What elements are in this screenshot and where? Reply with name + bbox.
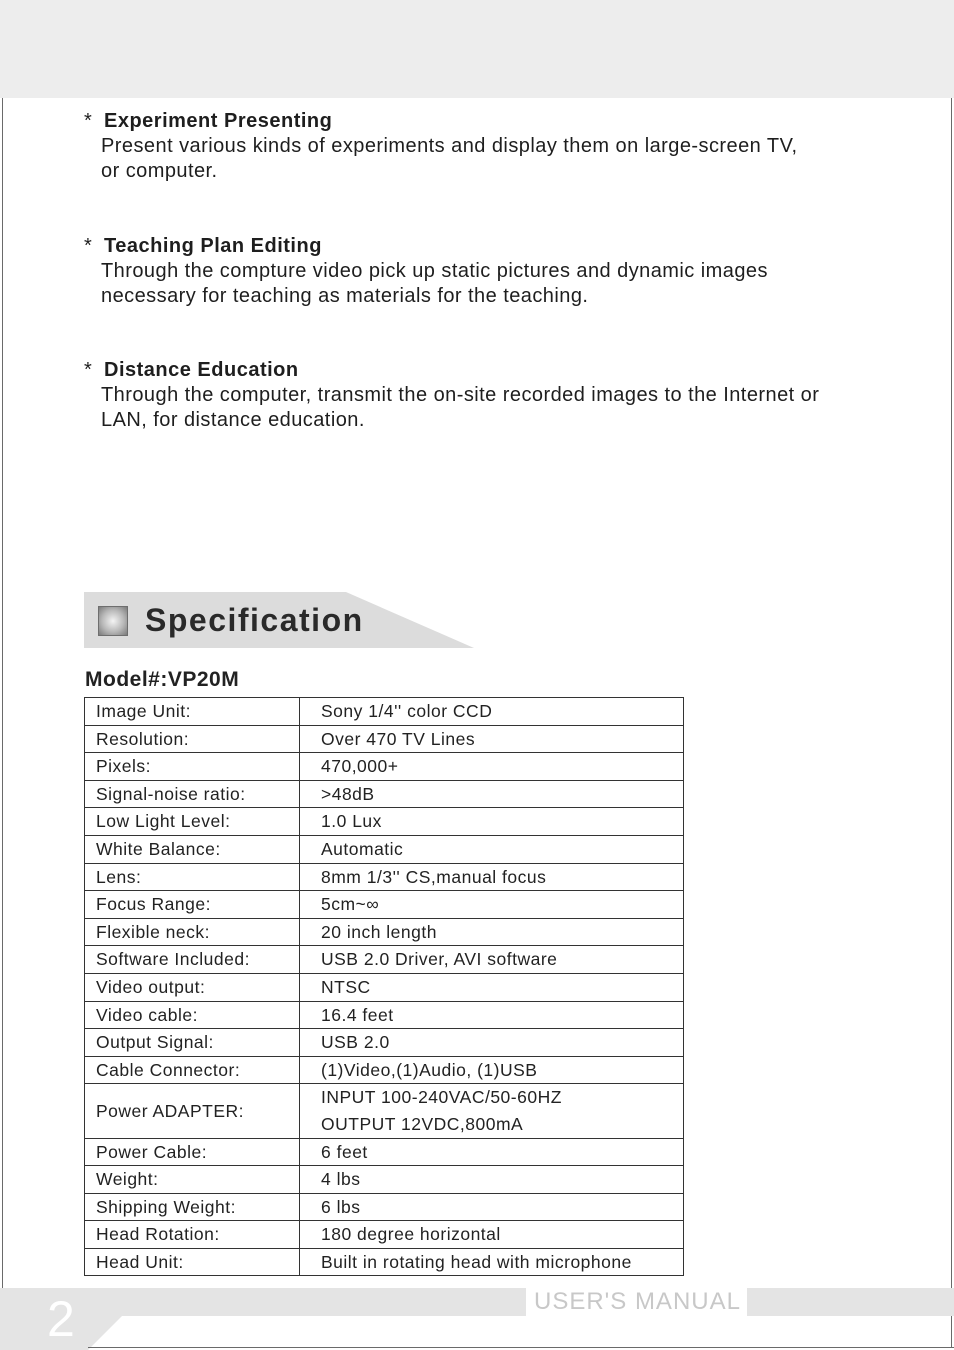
table-row <box>85 863 684 891</box>
feature-title: Experiment Presenting <box>104 110 333 132</box>
spec-label: Signal-noise ratio: <box>85 780 300 808</box>
table-row <box>85 973 684 1001</box>
spec-value: USB 2.0 Driver, AVI software <box>300 946 684 974</box>
bullet-star: * <box>84 235 93 257</box>
table-row <box>85 891 684 919</box>
page-number-tab <box>0 1288 150 1350</box>
feature-line: Through the compture video pick up static pictures and dynamic images <box>101 260 768 282</box>
table-row <box>85 698 684 726</box>
spec-label: Focus Range: <box>85 891 300 919</box>
spec-value: (1)Video,(1)Audio, (1)USB <box>300 1056 684 1084</box>
spec-value: 16.4 feet <box>300 1001 684 1029</box>
table-row <box>85 1029 684 1057</box>
table-row <box>85 1166 684 1194</box>
spec-label: Power ADAPTER: <box>85 1084 300 1138</box>
spec-table <box>84 697 684 1276</box>
table-row <box>85 1193 684 1221</box>
spec-value: 4 lbs <box>300 1166 684 1194</box>
table-row <box>85 1248 684 1276</box>
feature-line: necessary for teaching as materials for the teaching. <box>101 284 589 307</box>
table-row <box>85 918 684 946</box>
feature-line: LAN, for distance education. <box>101 408 365 431</box>
spec-label: Cable Connector: <box>85 1056 300 1084</box>
manual-label: USER'S MANUAL <box>526 1288 747 1316</box>
spec-value: 8mm 1/3'' CS,manual focus <box>300 863 684 891</box>
spec-label: Power Cable: <box>85 1138 300 1166</box>
spec-label: Head Unit: <box>85 1248 300 1276</box>
spec-label: Low Light Level: <box>85 808 300 836</box>
feature-title: Distance Education <box>104 359 299 381</box>
spec-value: >48dB <box>300 780 684 808</box>
feature-body <box>84 259 884 308</box>
bullet-star: * <box>84 110 93 132</box>
feature-line: Through the computer, transmit the on-site recorded images to the Internet or <box>101 384 820 406</box>
feature-body <box>84 383 884 432</box>
header-band <box>0 0 954 98</box>
table-row <box>85 808 684 836</box>
spec-value-line: INPUT 100-240VAC/50-60HZ <box>321 1087 562 1108</box>
feature-title: Teaching Plan Editing <box>104 235 322 257</box>
spec-label: White Balance: <box>85 835 300 863</box>
section-square-icon <box>98 606 128 636</box>
spec-label: Video cable: <box>85 1001 300 1029</box>
table-row <box>85 1001 684 1029</box>
feature-distance-education <box>84 357 884 432</box>
spec-value: Over 470 TV Lines <box>300 725 684 753</box>
table-row <box>85 946 684 974</box>
spec-value: Built in rotating head with microphone <box>300 1248 684 1276</box>
table-row <box>85 1138 684 1166</box>
table-row <box>85 1084 684 1138</box>
spec-label: Video output: <box>85 973 300 1001</box>
spec-value: 180 degree horizontal <box>300 1221 684 1249</box>
feature-line: Present various kinds of experiments and display them on large-screen TV, <box>101 135 798 157</box>
spec-value: 6 feet <box>300 1138 684 1166</box>
spec-label: Resolution: <box>85 725 300 753</box>
spec-label: Shipping Weight: <box>85 1193 300 1221</box>
feature-teaching-plan-editing <box>84 233 884 308</box>
spec-label: Output Signal: <box>85 1029 300 1057</box>
page-number: 2 <box>47 1291 75 1347</box>
spec-label: Software Included: <box>85 946 300 974</box>
spec-label: Head Rotation: <box>85 1221 300 1249</box>
spec-label: Image Unit: <box>85 698 300 726</box>
table-row <box>85 1056 684 1084</box>
bullet-star: * <box>84 359 93 381</box>
spec-value: 6 lbs <box>300 1193 684 1221</box>
spec-value: NTSC <box>300 973 684 1001</box>
feature-heading <box>84 233 884 259</box>
feature-body <box>84 134 884 183</box>
bottom-rule <box>88 1347 954 1348</box>
section-title: Specification <box>145 602 364 638</box>
feature-heading <box>84 357 884 383</box>
spec-value: 5cm~∞ <box>300 891 684 919</box>
spec-label: Lens: <box>85 863 300 891</box>
table-row <box>85 753 684 781</box>
spec-value-multiline <box>300 1084 684 1138</box>
spec-value: Sony 1/4'' color CCD <box>300 698 684 726</box>
feature-experiment-presenting <box>84 108 884 183</box>
spec-label: Flexible neck: <box>85 918 300 946</box>
spec-value-line: OUTPUT 12VDC,800mA <box>321 1113 524 1134</box>
table-row <box>85 780 684 808</box>
table-row <box>85 1221 684 1249</box>
spec-value: Automatic <box>300 835 684 863</box>
spec-label: Weight: <box>85 1166 300 1194</box>
spec-label: Pixels: <box>85 753 300 781</box>
feature-heading <box>84 108 884 134</box>
feature-line: or computer. <box>101 159 218 182</box>
spec-value: 20 inch length <box>300 918 684 946</box>
frame-right-rule <box>951 98 952 1348</box>
table-row <box>85 725 684 753</box>
spec-value: 1.0 Lux <box>300 808 684 836</box>
spec-value: 470,000+ <box>300 753 684 781</box>
spec-value: USB 2.0 <box>300 1029 684 1057</box>
frame-left-rule <box>2 98 3 1288</box>
table-row <box>85 835 684 863</box>
model-number: Model#:VP20M <box>85 668 240 691</box>
